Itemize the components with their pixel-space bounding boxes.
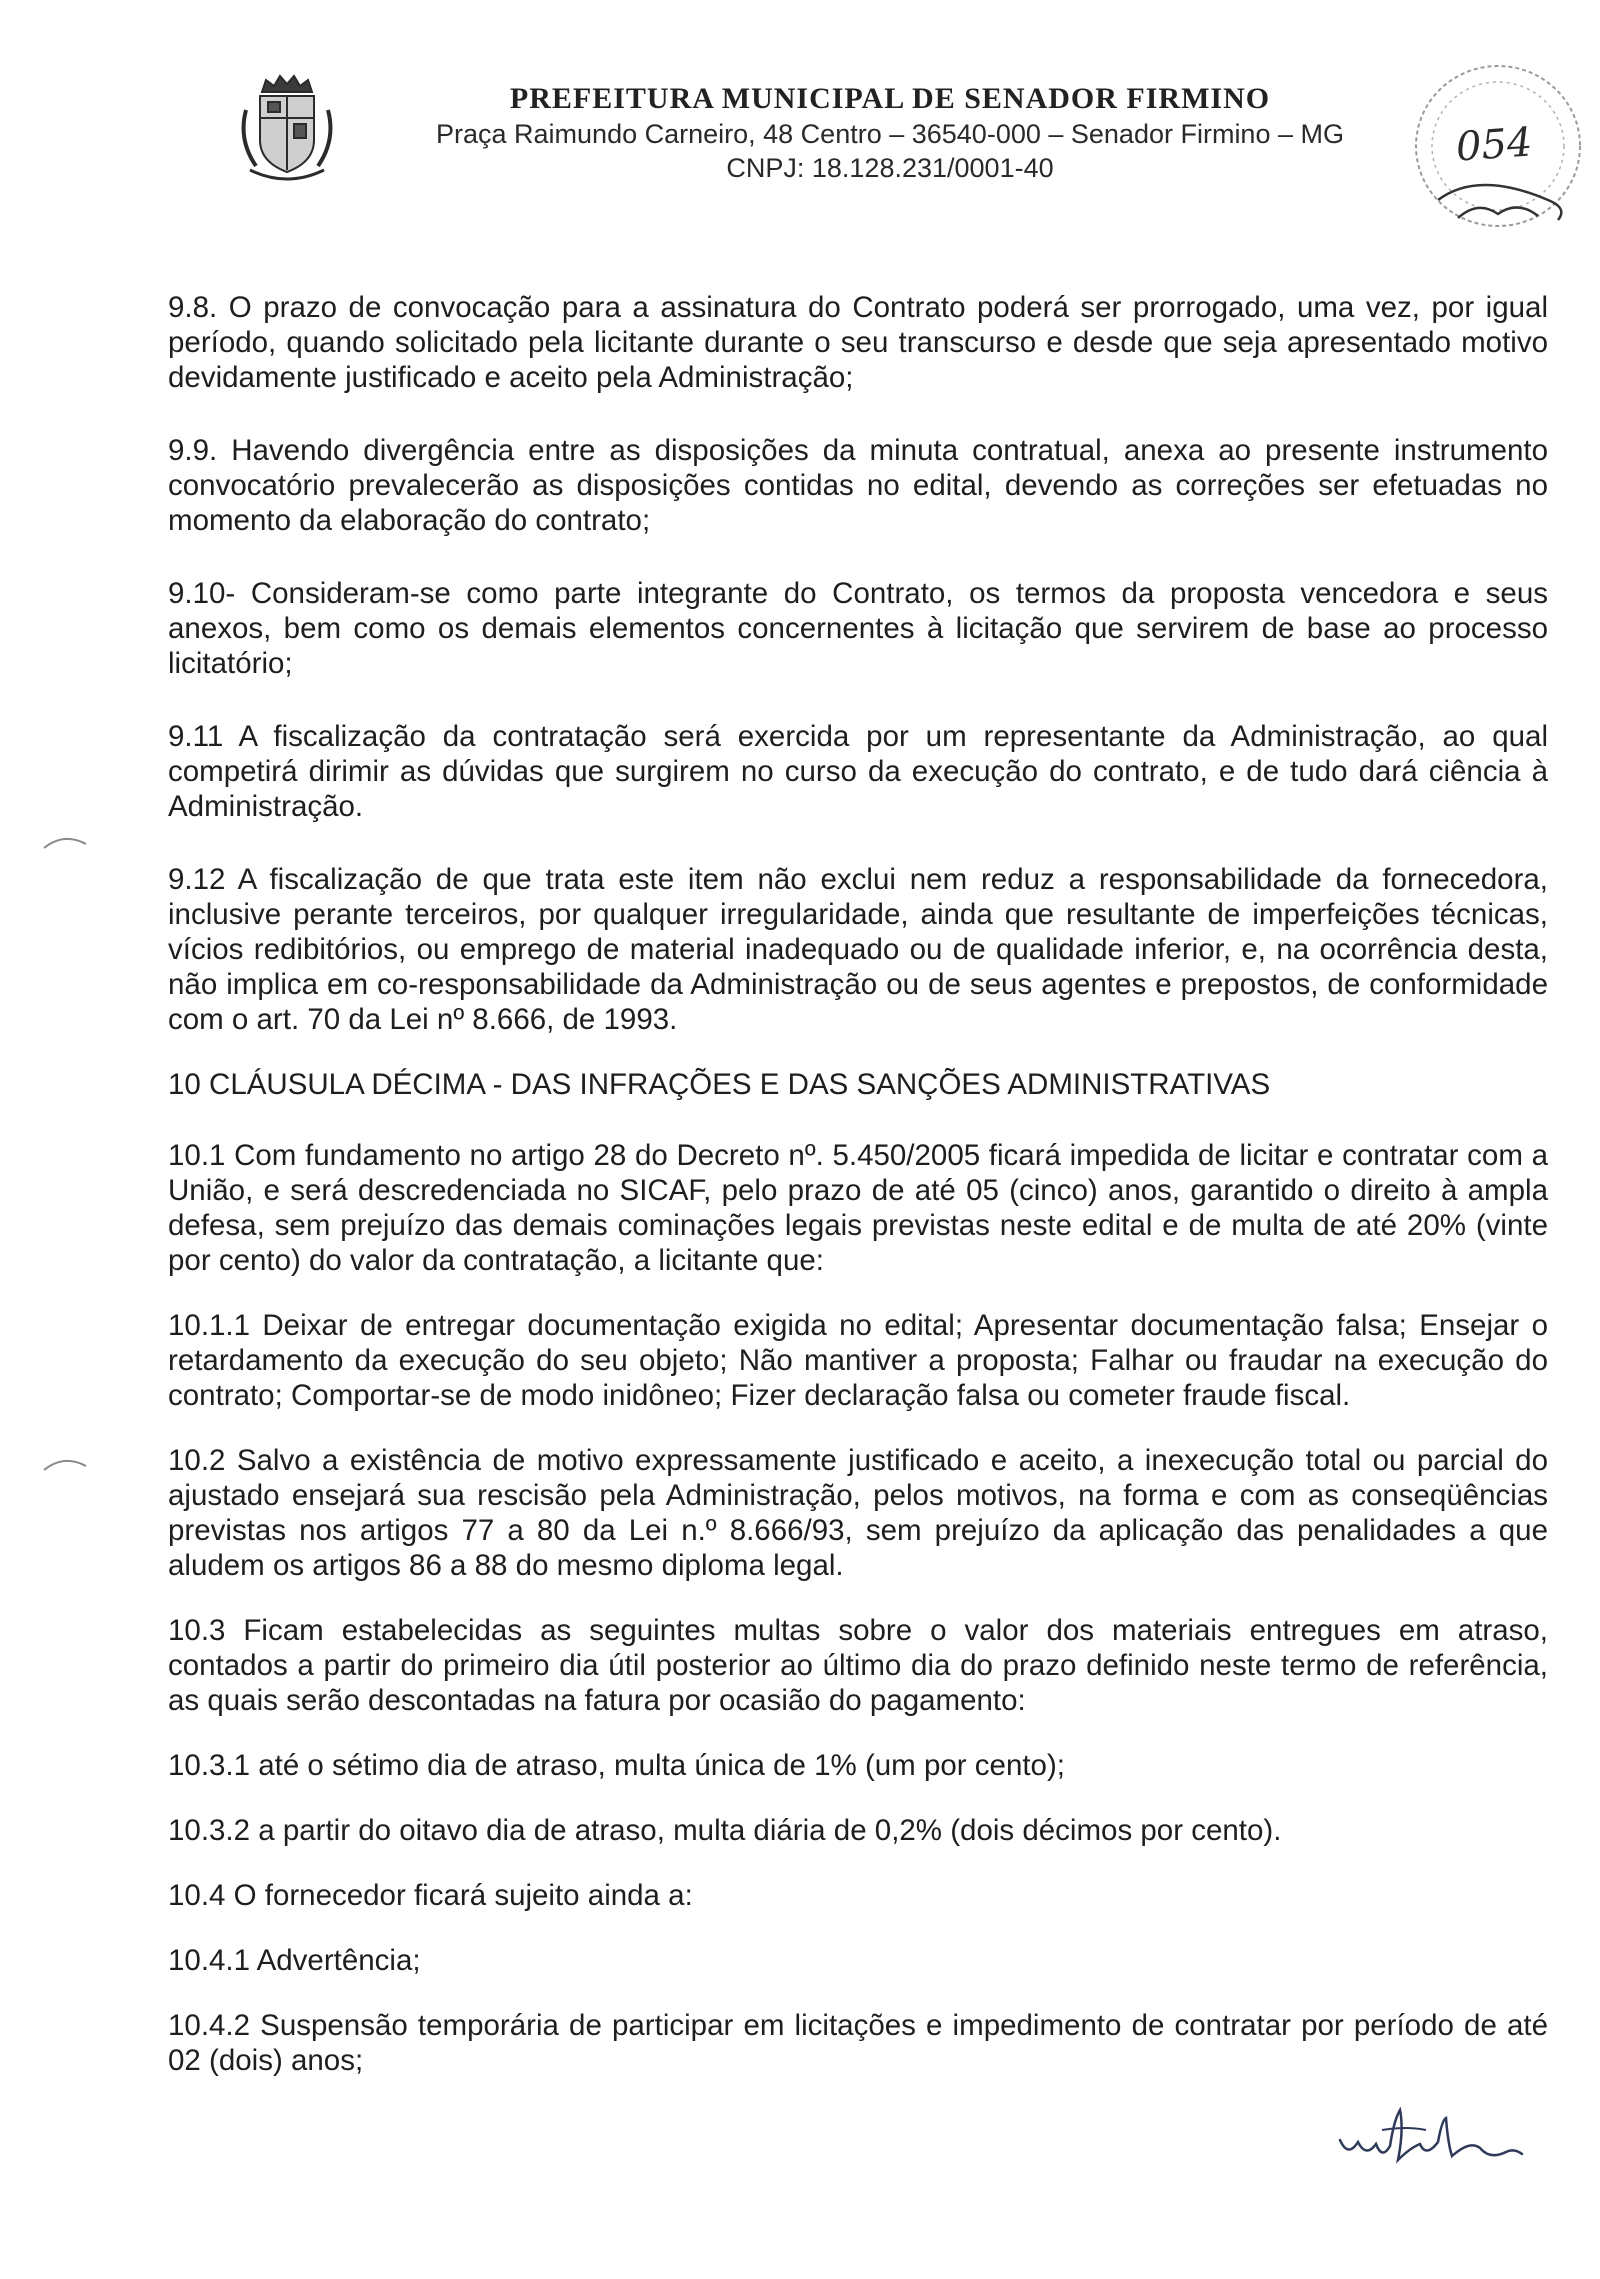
clause-10-4-2: 10.4.2 Suspensão temporária de participar em licitações e impedimento de contratar por período de até 02 (dois) anos;	[168, 2009, 1548, 2077]
clause-10-1: 10.1 Com fundamento no artigo 28 do Decreto nº. 5.450/2005 ficará impedida de licitar e contratar com a União, e será descredenciada no SICAF, pelo prazo de até 05 (cinco) anos, garantido o direito à ampla defesa, sem prejuízo das demais cominações legais previstas neste edital e de multa de até 20% (vinte por cento) do valor da contratação, a licitante que:	[168, 1139, 1548, 1277]
handwritten-initials-signature	[1330, 2100, 1530, 2180]
section-heading-10: 10 CLÁUSULA DÉCIMA - DAS INFRAÇÕES E DAS SANÇÕES ADMINISTRATIVAS	[168, 1068, 1271, 1101]
clause-10-4: 10.4 O fornecedor ficará sujeito ainda a:	[168, 1879, 693, 1912]
clause-10-3: 10.3 Ficam estabelecidas as seguintes multas sobre o valor dos materiais entregues em atraso, contados a partir do primeiro dia útil posterior ao último dia do prazo definido neste termo de referência, as quais serão descontadas na fatura por ocasião do pagamento:	[168, 1614, 1548, 1717]
clause-10-2: 10.2 Salvo a existência de motivo expressamente justificado e aceito, a inexecução total ou parcial do ajustado ensejará sua rescisão pela Administração, pelos motivos, na forma e com as conseqüências previstas nos artigos 77 a 80 da Lei n.º 8.666/93, sem prejuízo da aplicação das penalidades a que aludem os artigos 86 a 88 do mesmo diploma legal.	[168, 1444, 1548, 1582]
clause-10-3-1: 10.3.1 até o sétimo dia de atraso, multa única de 1% (um por cento);	[168, 1749, 1065, 1782]
letterhead-cnpj: CNPJ: 18.128.231/0001-40	[726, 153, 1054, 183]
letterhead-address: Praça Raimundo Carneiro, 48 Centro – 36540-000 – Senador Firmino – MG	[436, 119, 1344, 149]
margin-mark	[40, 1454, 90, 1474]
stamp-page-number: 054	[1454, 119, 1534, 171]
margin-mark	[40, 832, 90, 852]
letterhead	[390, 82, 1390, 184]
clause-9-10: 9.10- Consideram-se como parte integrante do Contrato, os termos da proposta vencedora e seus anexos, bem como os demais elementos concernentes à licitação que servirem de base ao processo licitatório;	[168, 577, 1548, 680]
clause-9-11: 9.11 A fiscalização da contratação será exercida por um representante da Administração, ao qual competirá dirimir as dúvidas que surgirem no curso da execução do contrato, e de tudo dará ciência à Administração.	[168, 720, 1548, 823]
coat-of-arms-logo	[232, 70, 342, 188]
clause-10-4-1: 10.4.1 Advertência;	[168, 1944, 421, 1977]
clause-10-1-1: 10.1.1 Deixar de entregar documentação exigida no edital; Apresentar documentação falsa; Ensejar o retardamento da execução do seu objeto; Não mantiver a proposta; Falhar ou fraudar na execução do contrato; Comportar-se de modo inidôneo; Fizer declaração falsa ou cometer fraude fiscal.	[168, 1309, 1548, 1412]
clause-9-9: 9.9. Havendo divergência entre as disposições da minuta contratual, anexa ao presente instrumento convocatório prevalecerão as disposições contidas no edital, devendo as correções ser efetuadas no momento da elaboração do contrato;	[168, 434, 1548, 537]
clause-10-3-2: 10.3.2 a partir do oitavo dia de atraso, multa diária de 0,2% (dois décimos por cento).	[168, 1814, 1282, 1847]
letterhead-title: PREFEITURA MUNICIPAL DE SENADOR FIRMINO	[509, 82, 1271, 115]
protocol-stamp	[1398, 50, 1598, 240]
clause-9-12: 9.12 A fiscalização de que trata este item não exclui nem reduz a responsabilidade da fornecedora, inclusive perante terceiros, por qualquer irregularidade, ainda que resultante de imperfeições técnicas, vícios redibitórios, ou emprego de material inadequado ou de qualidade inferior, e, na ocorrência desta, não implica em co-responsabilidade da Administração ou de seus agentes e prepostos, de conformidade com o art. 70 da Lei nº 8.666, de 1993.	[168, 863, 1548, 1036]
clause-9-8: 9.8. O prazo de convocação para a assinatura do Contrato poderá ser prorrogado, uma vez, por igual período, quando solicitado pela licitante durante o seu transcurso e desde que seja apresentado motivo devidamente justificado e aceito pela Administração;	[168, 291, 1548, 394]
document-body	[168, 290, 1548, 2108]
